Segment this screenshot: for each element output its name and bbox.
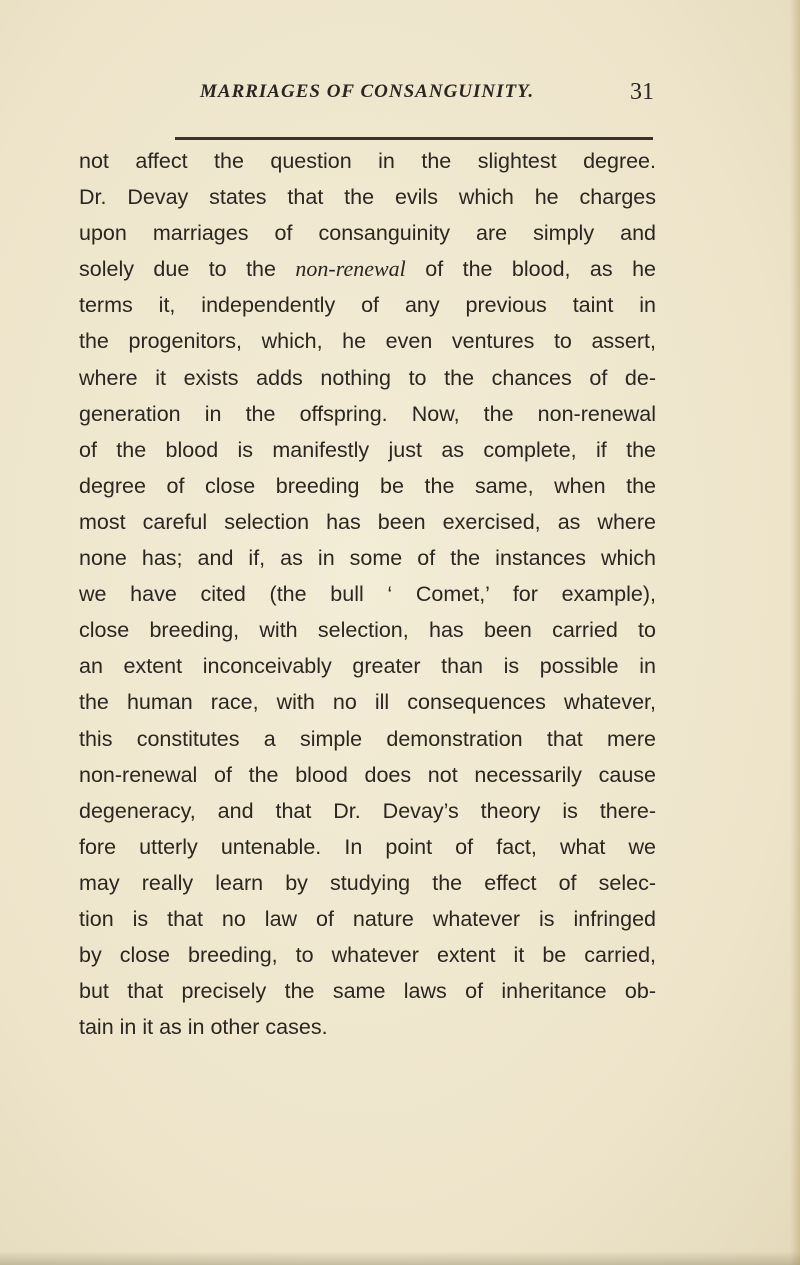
text-line: an extent inconceivably greater than is possible in	[79, 654, 656, 679]
text-line: tion is that no law of nature whatever is infringed	[79, 906, 656, 931]
text-line	[79, 251, 656, 287]
text-line: we have cited (the bull ‘ Comet,’ for example),	[79, 582, 656, 607]
text-segment: solely due to the	[79, 257, 276, 282]
text-line: of the blood is manifestly just as complete, if the	[79, 437, 656, 462]
text-line: where it exists adds nothing to the chances of de-	[79, 365, 656, 390]
text-line: Dr. Devay states that the evils which he charges	[79, 185, 656, 210]
italic-term: non-renewal	[295, 256, 406, 282]
text-line: but that precisely the same laws of inheritance ob-	[79, 979, 656, 1004]
text-line: fore utterly untenable. In point of fact, what we	[79, 834, 656, 859]
text-line: the human race, with no ill consequences whatever,	[79, 690, 656, 715]
body-paragraph	[79, 143, 656, 1045]
text-line: close breeding, with selection, has been carried to	[79, 618, 656, 643]
text-line: degeneracy, and that Dr. Devay’s theory is there-	[79, 798, 656, 823]
text-line: not affect the question in the slightest degree.	[79, 149, 656, 173]
text-line: non-renewal of the blood does not necessarily cause	[79, 762, 656, 787]
text-line: upon marriages of consanguinity are simply and	[79, 221, 656, 246]
text-line-last: tain in it as in other cases.	[79, 1015, 328, 1040]
page-bottom-shadow	[0, 1251, 800, 1265]
text-segment: of the blood, as he	[425, 257, 656, 282]
text-line: degree of close breeding be the same, when the	[79, 473, 656, 498]
page-number: 31	[630, 79, 654, 105]
text-line: terms it, independently of any previous taint in	[79, 293, 656, 318]
text-line: none has; and if, as in some of the instances which	[79, 546, 656, 571]
text-line: by close breeding, to whatever extent it be carried,	[79, 943, 656, 968]
header-rule	[175, 137, 653, 140]
text-line: may really learn by studying the effect of selec-	[79, 870, 656, 895]
text-line: this constitutes a simple demonstration that mere	[79, 726, 656, 751]
page-edge-shadow	[790, 0, 800, 1265]
text-line: generation in the offspring. Now, the non-renewal	[79, 401, 656, 426]
running-head: MARRIAGES OF CONSANGUINITY.	[200, 81, 535, 102]
text-line: most careful selection has been exercised, as where	[79, 509, 656, 534]
text-line: the progenitors, which, he even ventures to assert,	[79, 329, 656, 354]
page-header	[200, 81, 654, 115]
